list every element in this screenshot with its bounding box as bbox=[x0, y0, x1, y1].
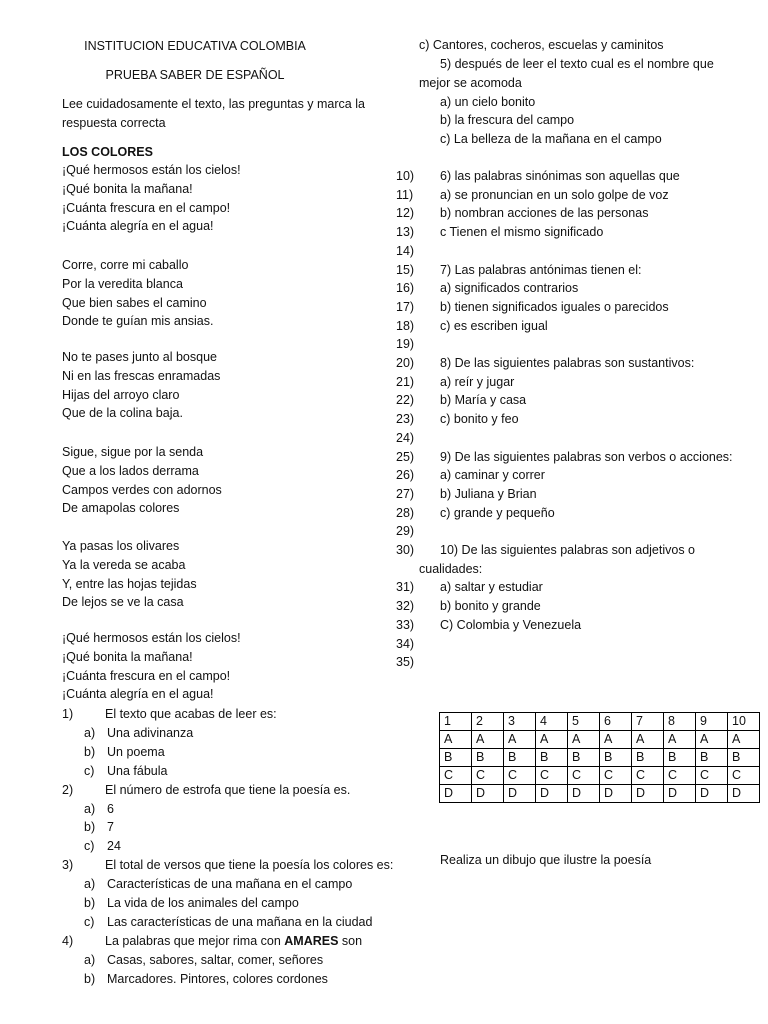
answer-choice-cell[interactable]: D bbox=[568, 785, 600, 803]
answer-grid-header-cell: 3 bbox=[504, 713, 536, 731]
option-text: Casas, sabores, saltar, comer, señores bbox=[107, 952, 324, 967]
poem-verse: Que de la colina baja. bbox=[62, 406, 183, 421]
option-text: Marcadores. Pintores, colores cordones bbox=[107, 971, 328, 986]
option-text: a) se pronuncian en un solo golpe de voz bbox=[440, 187, 669, 202]
option-text: c) es escriben igual bbox=[440, 318, 548, 333]
question-text: 7) Las palabras antónimas tienen el: bbox=[440, 262, 642, 277]
option-letter: b) bbox=[84, 896, 96, 910]
answer-grid-header-cell: 7 bbox=[632, 713, 664, 731]
answer-choice-cell[interactable]: B bbox=[696, 749, 728, 767]
line-number: 15) bbox=[396, 262, 415, 277]
question-number: 4) bbox=[62, 933, 74, 948]
line-number: 32) bbox=[396, 599, 415, 614]
option-text: a) reír y jugar bbox=[440, 374, 515, 389]
answer-grid-header-cell: 10 bbox=[728, 713, 760, 731]
question-text: El total de versos que tiene la poesía los colores es: bbox=[105, 858, 394, 873]
answer-choice-cell[interactable]: C bbox=[568, 767, 600, 785]
option-text: 24 bbox=[107, 839, 121, 854]
poem-verse: ¡Qué hermosos están los cielos! bbox=[62, 163, 241, 177]
answer-choice-cell[interactable]: D bbox=[504, 785, 536, 803]
answer-choice-cell[interactable]: A bbox=[600, 731, 632, 749]
question-number: 1) bbox=[62, 707, 74, 721]
line-number: 10) bbox=[396, 169, 415, 183]
option-letter: c) bbox=[84, 839, 95, 854]
answer-choice-cell[interactable]: C bbox=[600, 767, 632, 785]
line-number: 34) bbox=[396, 636, 415, 651]
poem-verse: Ni en las frescas enramadas bbox=[62, 368, 221, 383]
answer-choice-cell[interactable]: A bbox=[664, 731, 696, 749]
answer-choice-cell[interactable]: D bbox=[472, 785, 504, 803]
line-number: 27) bbox=[396, 486, 415, 501]
question-continuation: cualidades: bbox=[419, 561, 483, 576]
line-number: 33) bbox=[396, 617, 415, 632]
poem-verse: ¡Qué bonita la mañana! bbox=[62, 181, 193, 196]
option-text: C) Colombia y Venezuela bbox=[440, 617, 582, 632]
answer-choice-cell[interactable]: C bbox=[664, 767, 696, 785]
option-text: b) María y casa bbox=[440, 393, 527, 408]
line-number: 20) bbox=[396, 356, 415, 370]
line-number: 22) bbox=[396, 393, 415, 408]
answer-choice-cell[interactable]: A bbox=[504, 731, 536, 749]
right-line: c) La belleza de la mañana en el campo bbox=[440, 132, 662, 146]
answer-grid-header-cell: 8 bbox=[664, 713, 696, 731]
line-number: 23) bbox=[396, 412, 415, 427]
test-title: PRUEBA SABER DE ESPAÑOL bbox=[105, 68, 285, 82]
answer-choice-cell[interactable]: D bbox=[536, 785, 568, 803]
poem-verse: Hijas del arroyo claro bbox=[62, 387, 180, 402]
poem-verse: No te pases junto al bosque bbox=[62, 350, 217, 364]
line-number: 29) bbox=[396, 524, 415, 539]
question-text: 10) De las siguientes palabras son adjetivos o bbox=[440, 543, 696, 557]
option-letter: c) bbox=[84, 914, 95, 929]
option-text: a) significados contrarios bbox=[440, 281, 579, 296]
answer-choice-cell[interactable]: C bbox=[504, 767, 536, 785]
question-text: La palabras que mejor rima con AMARES son bbox=[105, 933, 363, 948]
instructions-line: Lee cuidadosamente el texto, las preguntas y marca la bbox=[62, 97, 365, 111]
line-number: 24) bbox=[396, 430, 415, 445]
option-text: Una adivinanza bbox=[107, 725, 194, 740]
option-text: 7 bbox=[107, 820, 114, 835]
option-text: b) tienen significados iguales o parecidos bbox=[440, 299, 669, 314]
answer-choice-cell[interactable]: A bbox=[536, 731, 568, 749]
poem-verse: ¡Cuánta alegría en el agua! bbox=[62, 687, 214, 702]
option-letter: b) bbox=[84, 744, 96, 759]
option-letter: a) bbox=[84, 801, 96, 816]
answer-grid-header-cell: 5 bbox=[568, 713, 600, 731]
option-letter: b) bbox=[84, 820, 96, 835]
line-number: 16) bbox=[396, 281, 415, 296]
answer-choice-cell[interactable]: B bbox=[504, 749, 536, 767]
question-text: 9) De las siguientes palabras son verbos o acciones: bbox=[440, 449, 733, 464]
poem-verse: Sigue, sigue por la senda bbox=[62, 445, 204, 459]
question-text: El texto que acabas de leer es: bbox=[105, 707, 277, 721]
answer-choice-cell[interactable]: D bbox=[728, 785, 760, 803]
answer-choice-cell[interactable]: C bbox=[696, 767, 728, 785]
answer-choice-cell[interactable]: A bbox=[440, 731, 472, 749]
line-number: 17) bbox=[396, 299, 415, 314]
answer-choice-cell[interactable]: B bbox=[632, 749, 664, 767]
answer-choice-cell[interactable]: D bbox=[440, 785, 472, 803]
option-letter: a) bbox=[84, 725, 96, 740]
poem-verse: De amapolas colores bbox=[62, 501, 180, 516]
poem-verse: Que bien sabes el camino bbox=[62, 295, 207, 310]
school-title: INSTITUCION EDUCATIVA COLOMBIA bbox=[84, 39, 306, 53]
question-text: El número de estrofa que tiene la poesía es. bbox=[105, 782, 351, 797]
answer-choice-cell[interactable]: B bbox=[536, 749, 568, 767]
question-number: 3) bbox=[62, 858, 74, 873]
line-number: 31) bbox=[396, 580, 415, 595]
answer-grid-header-cell: 2 bbox=[472, 713, 504, 731]
option-text: b) bonito y grande bbox=[440, 599, 541, 614]
answer-choice-cell[interactable]: A bbox=[728, 731, 760, 749]
option-text: Las características de una mañana en la ciudad bbox=[107, 914, 373, 929]
poem-verse: Que a los lados derrama bbox=[62, 463, 199, 478]
option-text: b) Juliana y Brian bbox=[440, 486, 537, 501]
answer-choice-cell[interactable]: D bbox=[600, 785, 632, 803]
option-text: Una fábula bbox=[107, 763, 168, 778]
right-line: b) la frescura del campo bbox=[440, 113, 575, 127]
answer-grid-header-cell: 9 bbox=[696, 713, 728, 731]
question-text: 6) las palabras sinónimas son aquellas que bbox=[440, 169, 680, 183]
option-text: a) caminar y correr bbox=[440, 468, 545, 483]
poem-verse: Ya la vereda se acaba bbox=[62, 557, 186, 572]
instructions-line: respuesta correcta bbox=[62, 116, 166, 130]
poem-verse: Y, entre las hojas tejidas bbox=[62, 576, 197, 591]
option-letter: c) bbox=[84, 763, 95, 778]
poem-title: LOS COLORES bbox=[62, 145, 153, 159]
right-line: a) un cielo bonito bbox=[440, 95, 536, 109]
option-text: Características de una mañana en el campo bbox=[107, 877, 353, 892]
answer-choice-cell[interactable]: B bbox=[440, 749, 472, 767]
answer-choice-cell[interactable]: C bbox=[728, 767, 760, 785]
option-text: b) nombran acciones de las personas bbox=[440, 206, 649, 221]
option-text: La vida de los animales del campo bbox=[107, 896, 299, 910]
answer-choice-cell[interactable]: D bbox=[696, 785, 728, 803]
poem-verse: Donde te guían mis ansias. bbox=[62, 314, 214, 329]
answer-grid-header-cell: 1 bbox=[440, 713, 472, 731]
line-number: 30) bbox=[396, 543, 415, 557]
line-number: 26) bbox=[396, 468, 415, 483]
line-number: 25) bbox=[396, 449, 415, 464]
line-number: 19) bbox=[396, 337, 415, 352]
answer-choice-cell[interactable]: B bbox=[472, 749, 504, 767]
line-number: 35) bbox=[396, 655, 415, 670]
line-number: 14) bbox=[396, 243, 415, 258]
poem-verse: ¡Cuánta alegría en el agua! bbox=[62, 219, 214, 234]
answer-choice-cell[interactable]: A bbox=[696, 731, 728, 749]
poem-verse: ¡Cuánta frescura en el campo! bbox=[62, 668, 231, 683]
question-number: 2) bbox=[62, 782, 74, 797]
answer-choice-cell[interactable]: C bbox=[440, 767, 472, 785]
poem-verse: De lejos se ve la casa bbox=[62, 595, 184, 610]
option-text: c) bonito y feo bbox=[440, 412, 519, 427]
option-text: Un poema bbox=[107, 744, 165, 759]
line-number: 12) bbox=[396, 206, 415, 221]
right-line: 5) después de leer el texto cual es el nombre que bbox=[440, 57, 714, 71]
answer-choice-cell[interactable]: B bbox=[664, 749, 696, 767]
line-number: 18) bbox=[396, 318, 415, 333]
rhyme-keyword: AMARES bbox=[284, 933, 339, 948]
answer-choice-cell[interactable]: A bbox=[472, 731, 504, 749]
poem-verse: Ya pasas los olivares bbox=[62, 539, 180, 553]
answer-choice-cell[interactable]: C bbox=[472, 767, 504, 785]
answer-choice-cell[interactable]: A bbox=[632, 731, 664, 749]
answer-grid bbox=[439, 712, 760, 803]
answer-choice-cell[interactable]: D bbox=[632, 785, 664, 803]
drawing-prompt: Realiza un dibujo que ilustre la poesía bbox=[440, 853, 652, 867]
poem-verse: ¡Qué hermosos están los cielos! bbox=[62, 631, 241, 645]
option-text: 6 bbox=[107, 801, 114, 816]
answer-choice-cell[interactable]: B bbox=[568, 749, 600, 767]
poem-verse: Por la veredita blanca bbox=[62, 276, 183, 291]
answer-choice-cell[interactable]: B bbox=[600, 749, 632, 767]
line-number: 28) bbox=[396, 505, 415, 520]
line-number: 21) bbox=[396, 374, 415, 389]
answer-grid-header-cell: 4 bbox=[536, 713, 568, 731]
answer-grid-header-cell: 6 bbox=[600, 713, 632, 731]
poem-verse: ¡Qué bonita la mañana! bbox=[62, 649, 193, 664]
answer-choice-cell[interactable]: C bbox=[632, 767, 664, 785]
question-text: 8) De las siguientes palabras son sustantivos: bbox=[440, 356, 695, 370]
line-number: 11) bbox=[396, 187, 414, 202]
right-line: c) Cantores, cocheros, escuelas y caminitos bbox=[419, 38, 664, 52]
answer-choice-cell[interactable]: A bbox=[568, 731, 600, 749]
option-text: c Tienen el mismo significado bbox=[440, 225, 604, 240]
line-number: 13) bbox=[396, 225, 415, 240]
answer-choice-cell[interactable]: C bbox=[536, 767, 568, 785]
option-letter: b) bbox=[84, 971, 96, 986]
poem-verse: Corre, corre mi caballo bbox=[62, 258, 189, 272]
poem-verse: ¡Cuánta frescura en el campo! bbox=[62, 200, 231, 215]
answer-choice-cell[interactable]: B bbox=[728, 749, 760, 767]
poem-verse: Campos verdes con adornos bbox=[62, 482, 222, 497]
right-line: mejor se acomoda bbox=[419, 76, 522, 90]
option-letter: a) bbox=[84, 952, 96, 967]
answer-choice-cell[interactable]: D bbox=[664, 785, 696, 803]
option-text: a) saltar y estudiar bbox=[440, 580, 543, 595]
option-letter: a) bbox=[84, 877, 96, 892]
option-text: c) grande y pequeño bbox=[440, 505, 555, 520]
